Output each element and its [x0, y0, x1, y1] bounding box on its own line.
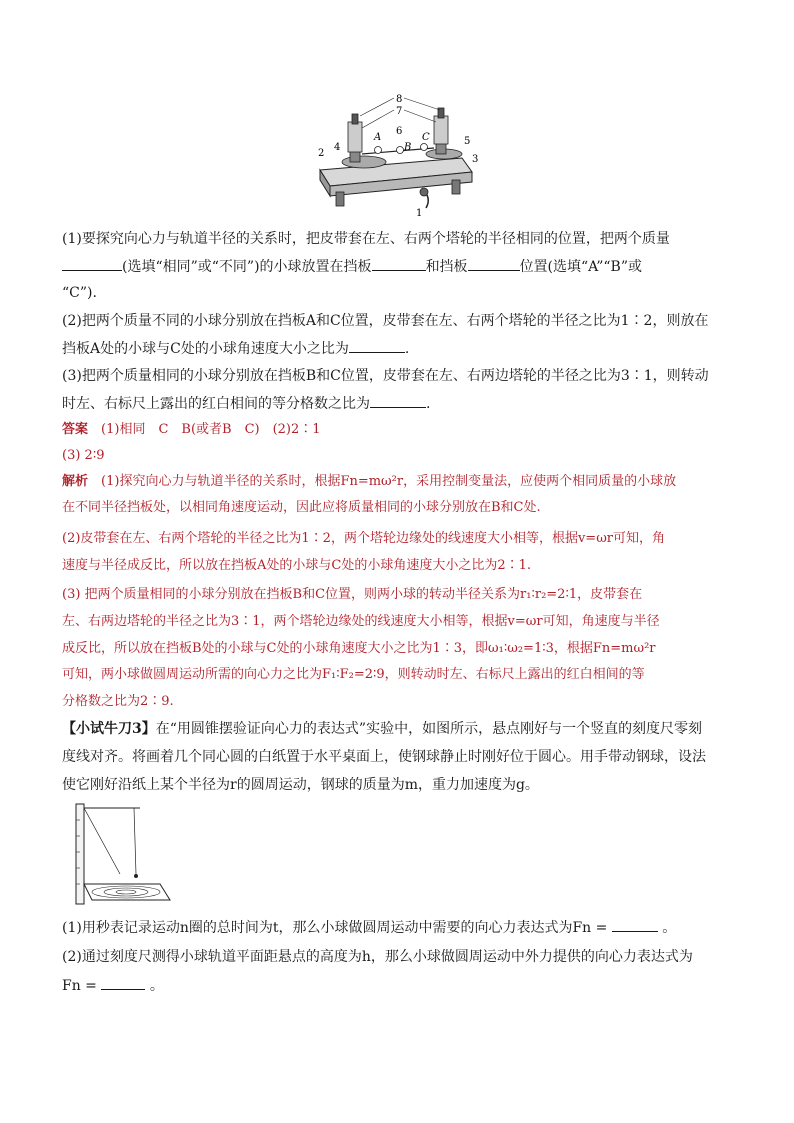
q3-line-2-text: 时左、右标尺上露出的红白相间的等分格数之比为 — [62, 396, 370, 412]
q3-blank — [370, 393, 426, 408]
answer-line-2: (3) 2∶9 — [62, 448, 105, 463]
tq2-line-1: (2)通过刻度尺测得小球轨道平面距悬点的高度为h，那么小球做圆周运动中外力提供的向心力表达式为 — [62, 949, 693, 965]
q2-blank — [349, 338, 405, 353]
analysis-line-5: (3) 把两个质量相同的小球分别放在挡板B和C位置，则两小球的转动半径关系为r₁∶r₂=2∶1，皮带套在 — [62, 587, 643, 602]
answer-text-1: (1)相同 C B(或者B C) (2)2∶1 — [101, 422, 321, 437]
q2-line-2 — [62, 338, 409, 359]
q1-blank-3 — [468, 256, 520, 271]
q1-blank-2 — [372, 256, 426, 271]
centripetal-apparatus-figure — [312, 92, 484, 220]
analysis-line-1 — [62, 472, 676, 492]
figure-label-7: 7 — [396, 106, 403, 117]
tq2-line-2 — [62, 975, 164, 996]
q1-line-2 — [62, 256, 642, 277]
q1-line-2-text-b: 和挡板 — [425, 259, 468, 275]
q3-line-2 — [62, 393, 430, 414]
q2-line-2-end: . — [404, 341, 410, 357]
figure-label-6: 6 — [396, 126, 403, 137]
analysis-text-1: (1)探究向心力与轨道半径的关系时，根据Fn=mω²r，采用控制变量法，应使两个相同质量的小球放 — [101, 474, 677, 489]
figure-label-A: A — [374, 132, 382, 143]
analysis-line-2: 在不同半径挡板处，以相同角速度运动，因此应将质量相同的小球分别放在B和C处. — [62, 500, 541, 515]
tq2-blank — [101, 975, 145, 990]
figure-label-B: B — [404, 142, 412, 153]
q3-line-2-end: . — [426, 396, 431, 412]
tq1-end: 。 — [662, 920, 677, 936]
trial-text-1: 在“用圆锥摆验证向心力的表达式”实验中，如图所示，悬点刚好与一个竖直的刻度尺零刻 — [155, 721, 703, 737]
figure-label-5: 5 — [464, 136, 471, 147]
conical-pendulum-figure — [70, 800, 180, 908]
analysis-line-3: (2)皮带套在左、右两个塔轮的半径之比为1∶2，两个塔轮边缘处的线速度大小相等，根据v=ωr可知，角 — [62, 531, 666, 546]
figure-label-8: 8 — [396, 94, 403, 105]
analysis-line-7: 成反比，所以放在挡板B处的小球与C处的小球角速度大小之比为1∶3，即ω₁∶ω₂=1∶3，根据Fn=mω²r — [62, 641, 656, 656]
tq2-end: 。 — [149, 978, 164, 994]
figure-label-4: 4 — [334, 142, 341, 153]
q1-line-2-text-a: (选填“相同”或“不同”)的小球放置在挡板 — [122, 259, 372, 275]
q1-blank-1 — [62, 256, 122, 271]
analysis-label: 解析 — [62, 474, 89, 489]
q1-line-2-text-c: 位置(选填“A”“B”或 — [519, 259, 642, 275]
answer-line-1 — [62, 420, 321, 440]
figure-label-3: 3 — [472, 154, 479, 165]
analysis-line-6: 左、右两边塔轮的半径之比为3∶1，两个塔轮边缘处的线速度大小相等，根据v=ωr可知，角速度与半径 — [62, 614, 660, 629]
trial-title: 【小试牛刀3】 — [62, 721, 156, 737]
tq1-line — [62, 917, 676, 938]
q1-line-1: (1)要探究向心力与轨道半径的关系时，把皮带套在左、右两个塔轮的半径相同的位置，把两个质量 — [62, 231, 670, 247]
q1-line-3: “C”). — [62, 285, 97, 301]
figure-label-1: 1 — [416, 208, 423, 219]
q3-line-1: (3)把两个质量相同的小球分别放在挡板B和C位置，皮带套在左、右两边塔轮的半径之比为3∶1，则转动 — [62, 368, 709, 384]
trial-line-1 — [62, 719, 702, 739]
q2-line-2-text: 挡板A处的小球与C处的小球角速度大小之比为 — [62, 341, 349, 357]
analysis-line-9: 分格数之比为2∶9. — [62, 694, 174, 709]
analysis-line-4: 速度与半径成反比，所以放在挡板A处的小球与C处的小球角速度大小之比为2∶1. — [62, 558, 532, 573]
tq1-text: (1)用秒表记录运动n圈的总时间为t，那么小球做圆周运动中需要的向心力表达式为Fn = — [62, 920, 608, 936]
tq1-blank — [612, 917, 658, 932]
figure-label-2: 2 — [318, 148, 325, 159]
trial-line-2: 度线对齐。将画着几个同心圆的白纸置于水平桌面上，使钢球静止时刚好位于圆心。用手带动钢球，设法 — [62, 749, 706, 765]
trial-line-3: 使它刚好沿纸上某个半径为r的圆周运动，钢球的质量为m，重力加速度为g。 — [62, 777, 539, 793]
answer-label: 答案 — [62, 422, 89, 437]
q2-line-1: (2)把两个质量不同的小球分别放在挡板A和C位置，皮带套在左、右两个塔轮的半径之比为1∶2，则放在 — [62, 313, 709, 329]
tq2-formula: Fn = — [62, 978, 97, 994]
figure-label-C: C — [422, 132, 430, 143]
analysis-line-8: 可知，两小球做圆周运动所需的向心力之比为F₁∶F₂=2∶9，则转动时左、右标尺上露出的红白相间的等 — [62, 667, 645, 682]
